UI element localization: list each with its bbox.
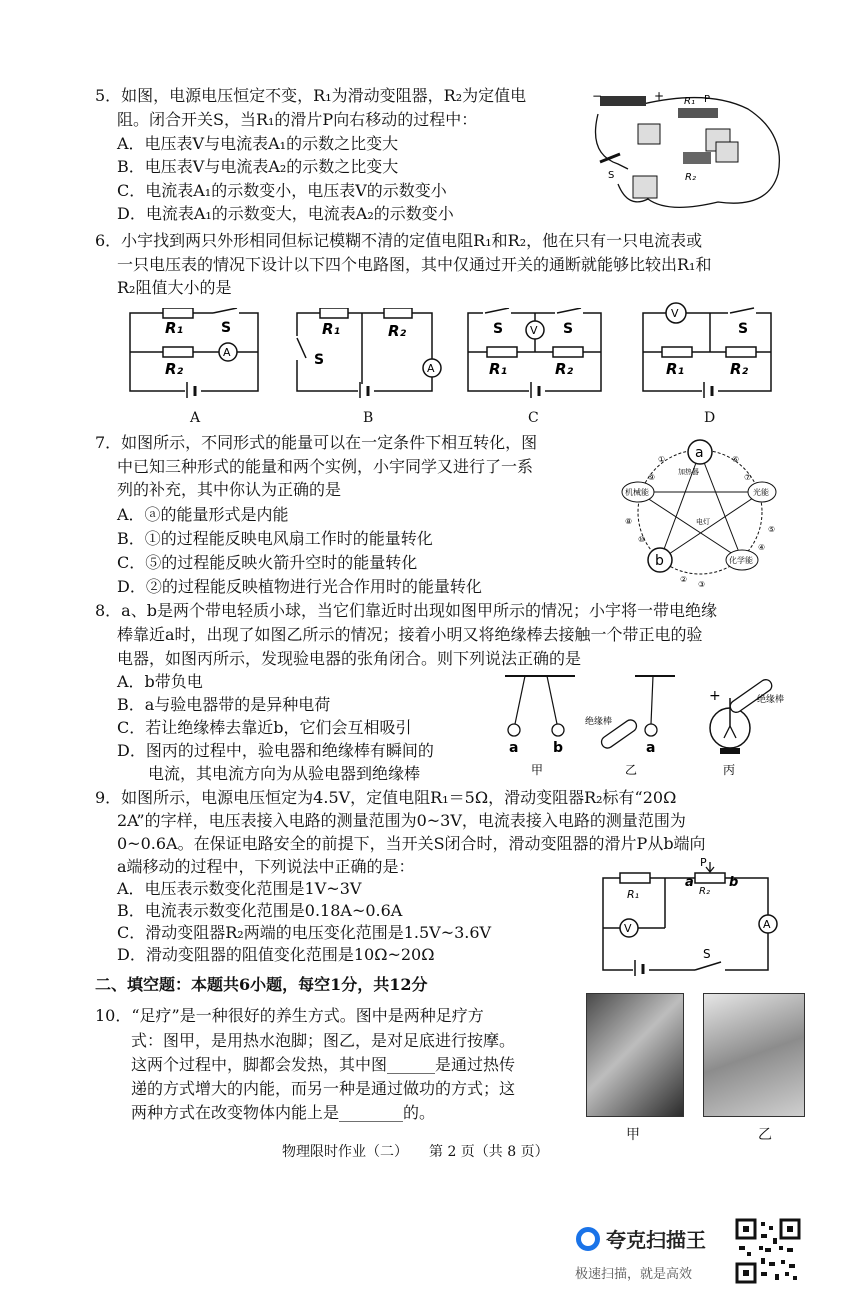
q9-stem-line3: 0~0.6A。在保证电路安全的前提下，当开关S闭合时，滑动变阻器的滑片P从b端向 xyxy=(117,834,706,853)
ball-b xyxy=(552,724,564,736)
r1-label: R₁ xyxy=(322,320,341,338)
light-label: 光能 xyxy=(753,488,769,497)
q7-stem-line1: 7．如图所示，不同形式的能量可以在一定条件下相互转化，图 xyxy=(95,433,538,452)
q6-stem-line1: 6．小宇找到两只外形相同但标记模糊不清的定值电阻R₁和R₂，他在只有一只电流表或 xyxy=(95,231,703,250)
q5-option-c: C．电流表A₁的示数变小，电压表V的示数变小 xyxy=(117,181,447,200)
step-1: ① xyxy=(658,455,666,464)
q10-line3: 这两个过程中，脚都会发热，其中图______是通过热传 xyxy=(131,1055,516,1074)
resistor-r2 xyxy=(726,347,756,357)
q10-line1: 10．“足疗”是一种很好的养生方式。图中是两种足疗方 xyxy=(95,1006,484,1025)
ball-a xyxy=(645,724,657,736)
ammeter-label: A xyxy=(763,918,771,931)
q9-stem-line1: 9．如图所示，电源电压恒定为4.5V，定值电阻R₁＝5Ω，滑动变阻器R₂标有“20Ω xyxy=(95,788,677,807)
q6-circuit-d xyxy=(638,298,778,398)
q7-option-a: A．ⓐ的能量形式是内能 xyxy=(117,505,289,524)
q5-stem-line1: 5．如图，电源电压恒定不变，R₁为滑动变阻器，R₂为定值电 xyxy=(95,86,527,105)
q5-minus-label: − xyxy=(592,89,603,103)
resistor-r1 xyxy=(620,873,650,883)
section-2-heading: 二、填空题：本题共6小题，每空1分，共12分 xyxy=(95,975,428,994)
node-a-label: a xyxy=(695,445,704,461)
watermark-brand: 夸克扫描王 xyxy=(606,1228,706,1252)
q8-option-d-line2: 电流，其电流方向为从验电器到绝缘棒 xyxy=(148,764,421,783)
mech-label: 机械能 xyxy=(625,488,649,497)
resistor-r1 xyxy=(163,308,193,318)
q5-option-a: A．电压表V与电流表A₁的示数之比变大 xyxy=(117,134,399,153)
bing-plus-label: + xyxy=(709,688,721,704)
q6-stem-line2: 一只电压表的情况下设计以下四个电路图，其中仅通过开关的通断就能够比较出R₁和 xyxy=(117,255,712,274)
q8-option-c: C．若让绝缘棒去靠近b，它们会互相吸引 xyxy=(117,718,412,737)
ball-a xyxy=(508,724,520,736)
q10-line4: 递的方式增大的内能，而另一种是通过做功的方式；这 xyxy=(131,1079,516,1098)
q5-option-b: B．电压表V与电流表A₂的示数之比变大 xyxy=(117,157,399,176)
r2-label: R₂ xyxy=(555,360,574,378)
q8-figures xyxy=(495,668,785,780)
step-5: ⑤ xyxy=(768,525,776,534)
step-9: ⑨ xyxy=(648,473,656,482)
bing-rod-label: 绝缘棒 xyxy=(757,695,785,705)
q10-line5: 两种方式在改变物体内能上是________的。 xyxy=(131,1103,436,1122)
resistor-r2 xyxy=(163,347,193,357)
fig-bing-label: 丙 xyxy=(723,763,736,777)
step-2: ② xyxy=(680,575,688,584)
step-6: ⑥ xyxy=(732,455,740,464)
step-4: ④ xyxy=(758,543,766,552)
q5-p-label: P xyxy=(704,94,711,105)
s-label: S xyxy=(703,947,711,961)
q9-option-d: D．滑动变阻器的阻值变化范围是10Ω~20Ω xyxy=(117,945,435,964)
rheostat-icon xyxy=(678,108,718,118)
q7-option-d: D．②的过程能反映植物进行光合作用时的能量转化 xyxy=(117,577,482,596)
resistor-icon xyxy=(683,152,711,164)
r1-label: R₁ xyxy=(627,888,640,901)
q7-option-b: B．①的过程能反映电风扇工作时的能量转化 xyxy=(117,529,433,548)
q6-label-b: B xyxy=(363,410,374,426)
r1-label: R₁ xyxy=(489,360,508,378)
a-end-label: a xyxy=(685,875,694,890)
resistor-r1 xyxy=(320,308,348,318)
q10-line2: 式：图甲，是用热水泡脚；图乙，是对足底进行按摩。 xyxy=(131,1031,516,1050)
heater-label: 加热器 xyxy=(678,468,699,476)
watermark-slogan: 极速扫描，就是高效 xyxy=(575,1267,693,1282)
resistor-r1 xyxy=(487,347,517,357)
rheostat-r2 xyxy=(695,873,725,883)
qr-code-icon xyxy=(735,1218,801,1284)
resistor-r1 xyxy=(662,347,692,357)
foot-massage-photo xyxy=(703,993,805,1117)
slider-arrow-icon xyxy=(706,862,714,872)
step-8: ⑧ xyxy=(625,517,633,526)
b-end-label: b xyxy=(729,875,739,890)
jia-b-label: b xyxy=(553,740,564,756)
q5-r2-label: R₂ xyxy=(685,172,696,183)
voltmeter-label: V xyxy=(530,324,538,337)
q6-circuit-b xyxy=(292,308,442,398)
meter-icon xyxy=(633,176,657,198)
s-label: S xyxy=(221,320,232,336)
q7-stem-line2: 中已知三种形式的能量和两个实例，小宇同学又进行了一系 xyxy=(117,457,534,476)
jia-a-label: a xyxy=(509,740,519,756)
q8-stem-line3: 电器，如图丙所示，发现验电器的张角闭合。则下列说法正确的是 xyxy=(117,649,582,668)
s-label: S xyxy=(563,321,574,337)
q5-plus-label: + xyxy=(654,89,665,103)
q8-option-d-line1: D．图丙的过程中，验电器和绝缘棒有瞬间的 xyxy=(117,741,434,760)
q5-option-d: D．电流表A₁的示数变大，电流表A₂的示数变小 xyxy=(117,204,454,223)
r1-label: R₁ xyxy=(165,319,184,337)
q7-stem-line3: 列的补充，其中你认为正确的是 xyxy=(117,480,342,499)
q6-label-c: C xyxy=(528,410,539,426)
q5-circuit-figure xyxy=(588,84,788,219)
lamp-label: 电灯 xyxy=(696,518,710,526)
yi-rod-label: 绝缘棒 xyxy=(585,717,613,727)
resistor-r2 xyxy=(384,308,412,318)
voltmeter-label: V xyxy=(671,307,679,320)
node-b-label: b xyxy=(655,553,664,569)
s-label: S xyxy=(738,321,749,337)
q9-option-b: B．电流表示数变化范围是0.18A~0.6A xyxy=(117,901,403,920)
step-3: ③ xyxy=(698,580,706,589)
battery-icon xyxy=(600,96,646,106)
meter-icon xyxy=(716,142,738,162)
r2-label: R₂ xyxy=(730,360,749,378)
chem-label: 化学能 xyxy=(729,556,753,565)
r1-label: R₁ xyxy=(666,360,685,378)
q8-stem-line2: 棒靠近a时，出现了如图乙所示的情况；接着小明又将绝缘棒去接触一个带正电的验 xyxy=(117,625,703,644)
q6-label-d: D xyxy=(704,410,716,426)
quark-logo-icon xyxy=(576,1227,600,1251)
q9-circuit-figure xyxy=(595,858,780,976)
q6-label-a: A xyxy=(190,410,201,426)
q7-option-c: C．⑤的过程能反映火箭升空时的能量转化 xyxy=(117,553,418,572)
fig-yi-label: 乙 xyxy=(625,763,638,777)
q6-stem-line3: R₂阻值大小的是 xyxy=(117,278,232,297)
q9-stem-line2: 2A”的字样，电压表接入电路的测量范围为0~3V，电流表接入电路的测量范围为 xyxy=(117,811,686,830)
q9-option-a: A．电压表示数变化范围是1V~3V xyxy=(117,879,362,898)
step-10: ⑩ xyxy=(638,535,646,544)
ammeter-label: A xyxy=(223,346,231,359)
q8-option-b: B．a与验电器带的是异种电荷 xyxy=(117,695,331,714)
q10-fig-yi-label: 乙 xyxy=(758,1127,772,1143)
r2-label: R₂ xyxy=(388,322,407,340)
q9-stem-line4: a端移动的过程中，下列说法中正确的是： xyxy=(117,857,415,876)
q5-stem-line2: 阻。闭合开关S，当R₁的滑片P向右移动的过程中： xyxy=(117,110,478,129)
meter-icon xyxy=(638,124,660,144)
p-label: P xyxy=(700,858,707,869)
s-label: S xyxy=(314,352,325,368)
fig-jia-label: 甲 xyxy=(531,763,544,777)
r2-label: R₂ xyxy=(165,360,184,378)
q6-circuit-a xyxy=(125,308,265,398)
r2-label: R₂ xyxy=(699,886,710,897)
q5-r1-label: R₁ xyxy=(684,96,695,107)
page-footer: 物理限时作业（二） 第 2 页（共 8 页） xyxy=(282,1144,549,1160)
q10-fig-jia-label: 甲 xyxy=(626,1127,640,1143)
foot-soak-photo xyxy=(586,993,684,1117)
q6-circuit-c xyxy=(463,308,608,398)
q8-option-a: A．b带负电 xyxy=(117,672,203,691)
voltmeter-label: V xyxy=(624,922,632,935)
q5-s-label: S xyxy=(608,170,615,181)
s-label: S xyxy=(493,321,504,337)
yi-a-label: a xyxy=(646,740,656,756)
resistor-r2 xyxy=(553,347,583,357)
q7-energy-diagram xyxy=(620,432,780,592)
ammeter-label: A xyxy=(427,362,435,375)
q8-stem-line1: 8．a、b是两个带电轻质小球，当它们靠近时出现如图甲所示的情况；小宇将一带电绝缘 xyxy=(95,601,717,620)
q9-option-c: C．滑动变阻器R₂两端的电压变化范围是1.5V~3.6V xyxy=(117,923,492,942)
step-7: ⑦ xyxy=(744,473,752,482)
